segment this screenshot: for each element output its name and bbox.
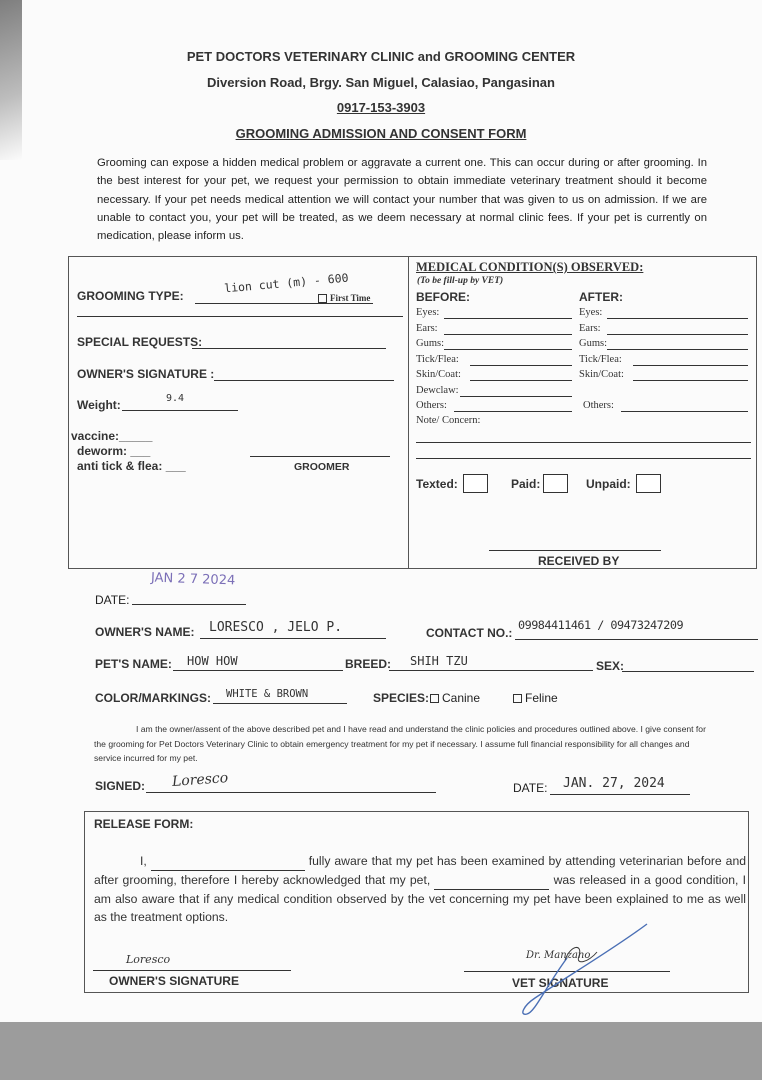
date-line[interactable] <box>132 604 246 605</box>
intro-paragraph: Grooming can expose a hidden medical problem or aggravate a current one. This can occur during or after grooming. In the best interest for your pet, we request your permission to obtain immediate veterinary treatment should it become necessary. If your pet needs medical attention we will contact your number that was given to us on admission. If we are unable to contact you, your pet will be treated, as we deem necessary at normal clinic fees. If your pet is currently on medication, please inform us. <box>97 157 707 243</box>
contact-label: CONTACT NO.: <box>426 626 513 640</box>
after-label: AFTER: <box>579 290 623 304</box>
feline-box-icon <box>513 694 522 703</box>
owner-signature: Loresco <box>171 770 229 790</box>
release-owner-signature: Loresco <box>126 953 171 966</box>
note-line-1[interactable] <box>416 442 751 443</box>
medical-subtitle: (To be fill-up by VET) <box>417 276 504 286</box>
unpaid-checkbox[interactable] <box>636 474 661 493</box>
release-paragraph <box>94 852 746 926</box>
breed-value: SHIH TZU <box>410 654 468 668</box>
release-owner-sig-label: OWNER'S SIGNATURE <box>109 974 239 988</box>
release-vet-signature: Dr. Manzano <box>526 950 591 961</box>
signed-label: SIGNED: <box>95 779 146 793</box>
species-label: SPECIES: <box>373 691 430 705</box>
before-field-line[interactable] <box>444 349 572 350</box>
pet-name-line[interactable] <box>173 670 343 671</box>
antitick-label: anti tick & flea: ___ <box>77 459 186 473</box>
clinic-address: Diversion Road, Brgy. San Miguel, Calasiao, Pangasinan <box>207 75 555 90</box>
species-feline-option[interactable] <box>513 691 558 705</box>
clinic-phone: 0917-153-3903 <box>336 100 426 115</box>
medical-title: MEDICAL CONDITION(S) OBSERVED: <box>416 260 644 274</box>
owner-signature-label: OWNER'S SIGNATURE : <box>77 367 215 381</box>
after-field-label: Ears: <box>579 322 601 334</box>
release-text-2: fully aware that my pet has been examined by attending veterinarian before and after grooming, therefore I hereby acknowledged that my pet, <box>94 854 747 887</box>
sex-label: SEX: <box>596 659 625 673</box>
unpaid-label: Unpaid: <box>586 477 631 491</box>
before-field-line[interactable] <box>470 365 572 366</box>
owner-name-line[interactable] <box>200 638 386 639</box>
before-field-label: Dewclaw: <box>416 384 459 396</box>
special-requests-line[interactable] <box>192 348 386 349</box>
special-requests-label: SPECIAL REQUESTS: <box>77 335 203 349</box>
after-field-label: Skin/Coat: <box>579 369 624 380</box>
first-time-checkbox[interactable] <box>318 293 370 303</box>
release-text-1: I, <box>140 854 147 868</box>
contact-value: 09984411461 / 09473247209 <box>518 618 684 632</box>
consent-date-value: JAN. 27, 2024 <box>563 776 665 791</box>
after-field-line[interactable] <box>607 334 748 335</box>
scan-bottom-edge <box>0 1022 762 1080</box>
paid-checkbox[interactable] <box>543 474 568 493</box>
color-label: COLOR/MARKINGS: <box>95 691 211 705</box>
before-field-label: Ears: <box>416 322 438 334</box>
release-pet-blank[interactable] <box>434 871 549 890</box>
breed-line[interactable] <box>389 670 593 671</box>
before-field-line[interactable] <box>444 334 572 335</box>
before-field-line[interactable] <box>470 380 572 381</box>
consent-paragraph: I am the owner/assent of the above described pet and I have read and understand the clinic policies and procedures outlined above. I give consent for the grooming for Pet Doctors Veterinary Clinic to obtain emergency treatment for my pet if necessary. I assume full financial responsibility for all changes and service incurred for my pet. <box>94 724 706 763</box>
texted-label: Texted: <box>416 477 458 491</box>
weight-value: 9.4 <box>166 393 185 404</box>
color-line[interactable] <box>213 703 347 704</box>
before-field-label: Others: <box>416 400 447 411</box>
release-title: RELEASE FORM: <box>94 817 194 831</box>
before-field-label: Eyes: <box>416 307 440 318</box>
species-canine-option[interactable] <box>430 691 480 705</box>
form-title: GROOMING ADMISSION AND CONSENT FORM <box>235 126 527 141</box>
owner-name-label: OWNER'S NAME: <box>95 625 195 639</box>
groomer-label: GROOMER <box>294 461 350 473</box>
date-label: DATE: <box>95 593 130 607</box>
texted-checkbox[interactable] <box>463 474 488 493</box>
weight-label: Weight: <box>77 398 121 412</box>
clinic-name: PET DOCTORS VETERINARY CLINIC and GROOMING CENTER <box>186 49 576 64</box>
feline-label: Feline <box>525 691 558 705</box>
breed-label: BREED: <box>345 657 392 671</box>
consent-date-label: DATE: <box>513 781 548 795</box>
received-by-line[interactable] <box>489 550 661 551</box>
after-field-label: Tick/Flea: <box>579 353 622 365</box>
before-field-line[interactable] <box>460 396 572 397</box>
consent-date-line[interactable] <box>550 794 690 795</box>
before-field-label: Tick/Flea: <box>416 353 459 365</box>
after-field-label: Others: <box>583 400 614 411</box>
received-by-label: RECEIVED BY <box>538 554 620 568</box>
release-text-3: was released in a good condition, I am also aware that if any medical condition observed by the vet concerning my pet have been explained to me as well as the treatment options. <box>94 873 747 924</box>
owner-name-value: LORESCO , JELO P. <box>209 620 343 635</box>
vaccine-label: vaccine:_____ <box>71 429 153 443</box>
vet-signature-stroke <box>505 918 655 1022</box>
weight-line[interactable] <box>122 410 238 411</box>
color-value: WHITE & BROWN <box>226 688 309 700</box>
groomer-line[interactable] <box>250 456 390 457</box>
signed-line[interactable] <box>146 792 436 793</box>
pet-name-label: PET'S NAME: <box>95 657 172 671</box>
release-vet-sig-label: VET SIGNATURE <box>512 976 609 990</box>
deworm-label: deworm: ___ <box>77 444 151 458</box>
grooming-type-value[interactable]: lion cut (m) - 600 <box>223 270 349 296</box>
after-field-line[interactable] <box>621 411 748 412</box>
before-field-line[interactable] <box>454 411 572 412</box>
owner-signature-line[interactable] <box>214 380 394 381</box>
before-field-line[interactable] <box>444 318 572 319</box>
after-field-label: Gums: <box>579 338 608 349</box>
first-time-label: First Time <box>330 293 371 303</box>
contact-line[interactable] <box>515 639 758 640</box>
release-name-blank[interactable] <box>151 852 305 871</box>
grooming-type-label: GROOMING TYPE: <box>77 289 184 303</box>
after-field-line[interactable] <box>633 365 748 366</box>
release-owner-sig-line[interactable] <box>93 970 291 971</box>
after-field-label: Eyes: <box>579 307 603 318</box>
after-field-line[interactable] <box>607 349 748 350</box>
after-field-line[interactable] <box>607 318 748 319</box>
before-label: BEFORE: <box>416 290 470 304</box>
note-label: Note/ Concern: <box>416 415 481 426</box>
after-field-line[interactable] <box>633 380 748 381</box>
first-time-box-icon <box>318 294 327 303</box>
date-stamp: JAN 2 7 2024 <box>150 570 236 589</box>
before-field-label: Gums: <box>416 338 445 349</box>
canine-box-icon <box>430 694 439 703</box>
before-field-label: Skin/Coat: <box>416 369 461 380</box>
note-line-2[interactable] <box>416 458 751 459</box>
canine-label: Canine <box>442 691 481 705</box>
paid-label: Paid: <box>511 477 541 491</box>
pet-name-value: HOW HOW <box>187 654 238 668</box>
grooming-extra-line <box>77 316 403 317</box>
sex-line[interactable] <box>622 671 754 672</box>
